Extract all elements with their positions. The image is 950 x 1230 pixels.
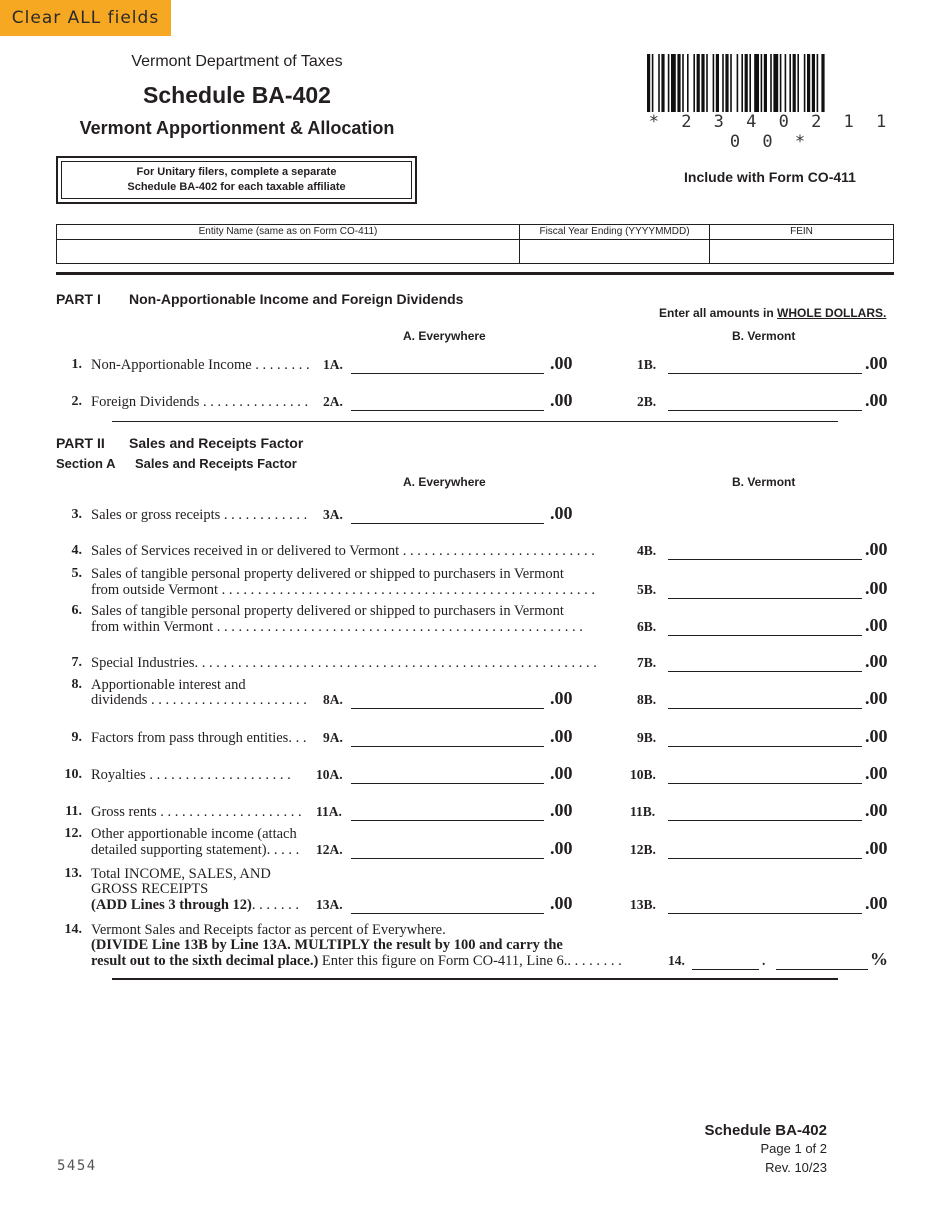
fiscal-year-label: Fiscal Year Ending (YYYYMMDD) (520, 225, 709, 240)
line-1-number: 1. (71, 357, 82, 372)
line-9-description: Factors from pass through entities. . . (91, 730, 307, 746)
section-a-label: Section A (56, 456, 116, 471)
line-6-description-2: from within Vermont . . . . . . . . . . . . . . . . . . . . . . . . . . . . . . . . . . . . . . . . . . . . . . . . . . . (91, 619, 583, 635)
line-5-number: 5. (71, 566, 82, 581)
whole-dollars-prefix: Enter all amounts in (659, 306, 778, 320)
line-8a-cents: .00 (550, 688, 573, 708)
line-1a-input[interactable] (351, 356, 544, 374)
barcode-bar (661, 54, 664, 112)
barcode-bar (697, 54, 700, 112)
line-12b-label: 12B. (630, 842, 656, 857)
line-1a-cents: .00 (550, 353, 573, 373)
part1-label: PART I (56, 291, 101, 307)
line-9-number: 9. (71, 730, 82, 745)
line-14-decimal-input[interactable] (776, 952, 868, 970)
entity-name-label: Entity Name (same as on Form CO-411) (57, 225, 519, 240)
barcode-bar (658, 54, 660, 112)
section-divider (56, 272, 894, 275)
line-10a-cents: .00 (550, 763, 573, 783)
line-1b-cents: .00 (865, 353, 888, 373)
line-2b-input[interactable] (668, 393, 862, 411)
line-5-description-1: Sales of tangible personal property delivered or shipped to purchasers in Vermont (91, 566, 564, 582)
line-13b-input[interactable] (668, 896, 862, 914)
barcode-bar (812, 54, 815, 112)
whole-dollars-emphasis: WHOLE DOLLARS. (777, 306, 887, 320)
line-10b-label: 10B. (630, 767, 656, 782)
footer-revision: Rev. 10/23 (765, 1160, 827, 1175)
part2-column-b-header: B. Vermont (732, 475, 796, 489)
line-11a-cents: .00 (550, 800, 573, 820)
line-13b-label: 13B. (630, 897, 656, 912)
line-7b-label: 7B. (637, 655, 657, 670)
clear-all-fields-button[interactable]: Clear ALL fields (0, 0, 171, 36)
line-10b-cents: .00 (865, 763, 888, 783)
line-11b-cents: .00 (865, 800, 888, 820)
page-subtitle: Vermont Apportionment & Allocation (79, 118, 395, 138)
line-3a-label: 3A. (323, 507, 343, 522)
line-7-number: 7. (71, 655, 82, 670)
line-8b-input[interactable] (668, 691, 862, 709)
line-1-description: Non-Apportionable Income . . . . . . . . (91, 357, 310, 373)
line-8-description-2: dividends . . . . . . . . . . . . . . . . . . . . . . (91, 692, 307, 708)
barcode-bar (741, 54, 743, 112)
line-13-instruction: (ADD Lines 3 through 12) (91, 897, 252, 913)
barcode-bar (677, 54, 680, 112)
line-10a-input[interactable] (351, 766, 544, 784)
barcode-bar (725, 54, 728, 112)
unitary-notice-line-2: Schedule BA-402 for each taxable affiliate (127, 181, 346, 193)
line-12a-label: 12A. (316, 842, 343, 857)
line-13b-cents: .00 (865, 893, 888, 913)
line-13-number: 13. (64, 866, 82, 881)
line-12a-cents: .00 (550, 838, 573, 858)
line-4b-input[interactable] (668, 542, 862, 560)
fiscal-year-input[interactable] (520, 240, 709, 262)
part2-column-a-header: A. Everywhere (403, 475, 486, 489)
line-13a-cents: .00 (550, 893, 573, 913)
fiscal-year-cell (520, 225, 710, 263)
line-3-number: 3. (71, 507, 82, 522)
line-14-whole-input[interactable] (692, 952, 759, 970)
line-2a-input[interactable] (351, 393, 544, 411)
line-10b-input[interactable] (668, 766, 862, 784)
entity-name-input[interactable] (57, 240, 519, 262)
line-3-description: Sales or gross receipts . . . . . . . . . . . . (91, 507, 308, 523)
line-2b-label: 2B. (637, 394, 657, 409)
barcode-bar (701, 54, 704, 112)
entity-info-table (56, 224, 894, 264)
barcode-bar (706, 54, 708, 112)
part2-label: PART II (56, 435, 105, 451)
line-10a-label: 10A. (316, 767, 343, 782)
barcode-bar (789, 54, 791, 112)
line-6b-label: 6B. (637, 619, 657, 634)
line-13a-input[interactable] (351, 896, 544, 914)
fein-cell (710, 225, 893, 263)
line-7b-input[interactable] (668, 654, 862, 672)
part1-bottom-rule (112, 421, 838, 422)
barcode-bar (749, 54, 751, 112)
line-11b-label: 11B. (630, 804, 656, 819)
line-9b-input[interactable] (668, 729, 862, 747)
line-5b-input[interactable] (668, 581, 862, 599)
line-11-number: 11. (65, 804, 82, 819)
entity-name-cell (57, 225, 520, 263)
line-1b-label: 1B. (637, 357, 657, 372)
line-11-description: Gross rents . . . . . . . . . . . . . . . . . . . . (91, 804, 302, 820)
whole-dollars-note (659, 306, 886, 320)
line-6b-cents: .00 (865, 615, 888, 635)
line-3a-cents: .00 (550, 503, 573, 523)
line-7-description: Special Industries. . . . . . . . . . . . . . . . . . . . . . . . . . . . . . . . . . . . . . . . . . . . . . . . . . . . . . . . (91, 655, 597, 671)
barcode-image (647, 54, 894, 112)
barcode-number: * 2 3 4 0 2 1 1 0 0 * (648, 112, 893, 152)
barcode-bar (716, 54, 719, 112)
line-8b-cents: .00 (865, 688, 888, 708)
line-12-number: 12. (64, 826, 82, 841)
line-14-instruction: result out to the sixth decimal place.) (91, 953, 319, 969)
line-14-instruction-rest: Enter this figure on Form CO-411, Line 6.. . . . . . . . (318, 953, 622, 969)
line-12a-input[interactable] (351, 841, 544, 859)
line-9a-input[interactable] (351, 729, 544, 747)
part1-column-a-header: A. Everywhere (403, 329, 486, 343)
barcode-bar (821, 54, 824, 112)
line-12-description-2: detailed supporting statement). . . . . (91, 842, 300, 858)
line-13-description-2: GROSS RECEIPTS (91, 881, 209, 897)
barcode-bar (773, 54, 778, 112)
line-2-number: 2. (71, 394, 82, 409)
line-10-number: 10. (64, 767, 82, 782)
line-14-description-3 (91, 953, 622, 970)
line-8-description-1: Apportionable interest and (91, 677, 246, 693)
part2-bottom-rule (112, 978, 838, 980)
barcode-bar (652, 54, 654, 112)
barcode-bar (793, 54, 796, 112)
line-9b-label: 9B. (637, 730, 657, 745)
barcode-bar (687, 54, 689, 112)
barcode-bar (671, 54, 676, 112)
line-14-label: 14. (668, 953, 685, 968)
line-4b-cents: .00 (865, 539, 888, 559)
fein-label: FEIN (710, 225, 893, 240)
line-11a-label: 11A. (316, 804, 342, 819)
barcode-bar (804, 54, 806, 112)
line-14-description-2: (DIVIDE Line 13B by Line 13A. MULTIPLY the result by 100 and carry the (91, 937, 563, 953)
line-9a-label: 9A. (323, 730, 343, 745)
barcode-bar (647, 54, 650, 112)
barcode-bar (780, 54, 782, 112)
line-14-percent-sign: % (870, 949, 888, 969)
line-14-description-1: Vermont Sales and Receipts factor as percent of Everywhere. (91, 922, 446, 938)
line-3a-input[interactable] (351, 506, 544, 524)
barcode-bar (693, 54, 695, 112)
footer-page-number: Page 1 of 2 (760, 1141, 827, 1156)
line-1a-label: 1A. (323, 357, 343, 372)
unitary-notice-line-1: For Unitary filers, complete a separate (136, 166, 337, 178)
line-13-description-3 (91, 897, 299, 914)
line-6b-input[interactable] (668, 618, 862, 636)
part1-title: Non-Apportionable Income and Foreign Dividends (129, 291, 464, 307)
barcode-bar (722, 54, 724, 112)
barcode-bar (668, 54, 670, 112)
fein-input[interactable] (710, 240, 893, 262)
barcode-bar (745, 54, 748, 112)
include-with-form-note: Include with Form CO-411 (684, 169, 856, 185)
line-13-description-1: Total INCOME, SALES, AND (91, 866, 271, 882)
barcode-bar (770, 54, 772, 112)
line-8a-input[interactable] (351, 691, 544, 709)
barcode-bar (817, 54, 819, 112)
section-a-title: Sales and Receipts Factor (135, 456, 297, 471)
line-4-description: Sales of Services received in or delivered to Vermont . . . . . . . . . . . . . . . . . . . . . . . . . . . (91, 543, 595, 559)
line-2b-cents: .00 (865, 390, 888, 410)
line-6-description-1: Sales of tangible personal property delivered or shipped to purchasers in Vermont (91, 603, 564, 619)
page-title: Schedule BA-402 (143, 82, 331, 108)
barcode-bar (737, 54, 739, 112)
line-14-decimal-point: . (762, 953, 766, 968)
barcode-bar (764, 54, 767, 112)
barcode-bar (761, 54, 763, 112)
line-13-leader-dots: . . . . . . . (251, 897, 299, 913)
barcode-bar (797, 54, 799, 112)
line-8-number: 8. (71, 677, 82, 692)
barcode-bar (730, 54, 732, 112)
footer-schedule-title: Schedule BA-402 (704, 1122, 827, 1139)
line-2-description: Foreign Dividends . . . . . . . . . . . . . . . (91, 394, 309, 410)
barcode-bar (785, 54, 787, 112)
line-5b-label: 5B. (637, 582, 657, 597)
line-12-description-1: Other apportionable income (attach (91, 826, 297, 842)
department-name: Vermont Department of Taxes (131, 53, 343, 70)
line-1b-input[interactable] (668, 356, 862, 374)
line-12b-input[interactable] (668, 841, 862, 859)
line-11b-input[interactable] (668, 803, 862, 821)
line-13a-label: 13A. (316, 897, 343, 912)
barcode-bar (682, 54, 684, 112)
unitary-notice-box (56, 156, 417, 204)
line-12b-cents: .00 (865, 838, 888, 858)
line-9b-cents: .00 (865, 726, 888, 746)
line-11a-input[interactable] (351, 803, 544, 821)
line-10-description: Royalties . . . . . . . . . . . . . . . . . . . . (91, 767, 291, 783)
line-9a-cents: .00 (550, 726, 573, 746)
line-4b-label: 4B. (637, 543, 657, 558)
line-5b-cents: .00 (865, 578, 888, 598)
line-2a-cents: .00 (550, 390, 573, 410)
barcode-bar (713, 54, 715, 112)
line-8a-label: 8A. (323, 692, 343, 707)
line-7b-cents: .00 (865, 651, 888, 671)
part1-column-b-header: B. Vermont (732, 329, 796, 343)
line-6-number: 6. (71, 603, 82, 618)
part2-title: Sales and Receipts Factor (129, 435, 304, 451)
form-code: 5454 (57, 1158, 97, 1174)
line-8b-label: 8B. (637, 692, 657, 707)
line-5-description-2: from outside Vermont . . . . . . . . . . . . . . . . . . . . . . . . . . . . . . . . . . . . . . . . . . . . . . . . . . . . (91, 582, 595, 598)
barcode-bar (807, 54, 810, 112)
line-2a-label: 2A. (323, 394, 343, 409)
line-4-number: 4. (71, 543, 82, 558)
line-14-number: 14. (64, 922, 82, 937)
barcode-bar (754, 54, 759, 112)
